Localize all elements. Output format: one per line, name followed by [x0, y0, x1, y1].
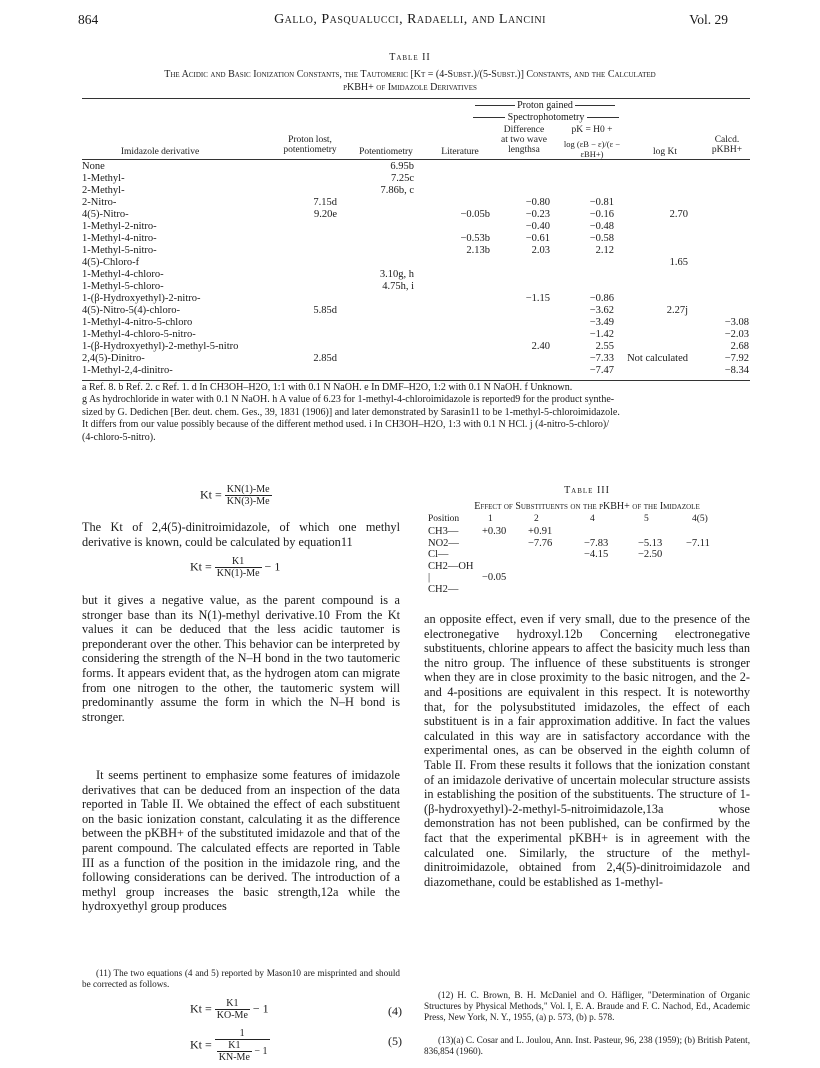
col-calcd: Calcd. pKBH+ — [711, 135, 743, 155]
table-cell-logkt: 1.65 — [669, 257, 688, 268]
table3-head-cell: 5 — [644, 514, 649, 524]
table3-cell-v5: −2.50 — [638, 549, 663, 560]
left-footnote-11: (11) The two equations (4 and 5) reported by Mason10 are misprinted and should be corrected as follows. — [82, 968, 400, 990]
left-paragraph-1: The Kt of 2,4(5)-dinitroimidazole, of which one methyl derivative is known, could be calculated by equation11 — [82, 520, 400, 549]
table-cell-name: 1-Methyl-4-chloro- — [82, 269, 164, 280]
table-cell-diff: −1.15 — [525, 293, 550, 304]
table-cell-lit: −0.53b — [460, 233, 490, 244]
footnote-line: g As hydrochloride in water with 0.1 N NaOH. h A value of 6.23 for 1-methyl-4-chloroimidazole is reported9 for the product synthe- — [82, 394, 615, 406]
span-spectro: Spectrophotometry — [448, 113, 644, 123]
table-row — [0, 305, 820, 317]
table-cell-name: 1-Methyl-5-chloro- — [82, 281, 164, 292]
table-row — [0, 233, 820, 245]
table-cell-diff: 2.03 — [531, 245, 550, 256]
table3-cell-v5: −5.13 — [638, 537, 663, 549]
table-cell-name: None — [82, 161, 105, 172]
table3-cell-sub: | — [428, 572, 431, 583]
table2-bottom-rule — [82, 380, 750, 381]
table-cell-pot: 6.95b — [390, 161, 414, 172]
right-footnote-13: (13)(a) C. Cosar and L. Joulou, Ann. Inst. Pasteur, 96, 238 (1959); (b) British Patent, 836,854 (1960). — [424, 1035, 750, 1057]
footnote-line: (4-chloro-5-nitro). — [82, 431, 156, 443]
footnote-line: It differs from our value possibly because of the different method used. i In CH3OH–H2O, 1:3 with 0.1 N HCl. j (4-nitro-5-chloro)/ — [82, 419, 610, 431]
table-row — [0, 209, 820, 221]
table-cell-name: 4(5)-Chloro-f — [82, 257, 140, 268]
right-paragraph: an opposite effect, even if very small, due to the presence of the electronegative hydroxyl.12b Concerning electronegative substituents, chlorine appears to affect the basicity much less than the nitro group. The influence of these substituents is stronger when they are in close proximity to the basic nitrogen, and the 2- and 4-positions are equivalent in this respect. It is noteworthy that, for the polysubstituted imidazoles, the effect of each substituent is in a fair approximation additive. In fact the values calculated in this way are in satisfactory accordance with the experimental ones, as can be observed in the eighth column of Table II. From these results it follows that the ionization constant of an imidazole derivative of uncertain molecular structure assists in establishing the position of the substituents. The structure of 1-(β-hydroxyethyl)-2-methyl-5-nitroimidazole,13a whose demonstration has not been published, can be confirmed by the fact that the experimental pKBH+ is in agreement with the calculated one. Similarly, the structure of the methyl-dinitroimidazole, obtained from 2,4(5)-dinitroimidazole and diazomethane, could be established as 1-methyl- — [424, 612, 750, 889]
table-cell-pk: −3.62 — [589, 305, 614, 316]
table3-cell-sub: Cl— — [428, 549, 449, 560]
footnote-line: sized by G. Dedichen [Ber. deut. chem. Ges., 39, 1831 (1906)] and later demonstrated by Sarasin11 to be 1-methyl-5-chloroimidazole. — [82, 406, 620, 418]
table-cell-pk: −0.58 — [589, 233, 614, 244]
table3-head-cell: 1 — [488, 514, 493, 524]
table-cell-calcd: −8.34 — [724, 365, 749, 376]
table-row — [0, 353, 820, 365]
table-row — [0, 173, 820, 185]
col-literature: Literature — [441, 147, 479, 157]
table-cell-logkt: 2.70 — [669, 209, 688, 220]
table3-cell-v2: −7.76 — [528, 537, 553, 549]
table-cell-name: 1-Methyl-2,4-dinitro- — [82, 365, 173, 376]
table-cell-calcd: −3.08 — [724, 317, 749, 328]
table-cell-pk: 2.12 — [595, 245, 614, 256]
table3-cell-v2: +0.91 — [528, 526, 553, 537]
table2-footnotes — [82, 382, 750, 444]
table2-caption — [60, 68, 760, 94]
table3-cell-v4: −7.83 — [584, 537, 609, 549]
table-cell-name: 1-(β-Hydroxyethyl)-2-nitro- — [82, 293, 201, 304]
table-cell-pk: −0.81 — [589, 197, 614, 208]
table2-title: Table II — [389, 52, 431, 63]
table3-cell-v4: −4.15 — [584, 549, 609, 560]
table-cell-name: 1-(β-Hydroxyethyl)-2-methyl-5-nitro — [82, 341, 239, 352]
running-head: Gallo, Pasqualucci, Radaelli, and Lancini — [274, 12, 546, 27]
table-cell-pk: −3.49 — [589, 317, 614, 328]
table-cell-lit: −0.05b — [460, 209, 490, 220]
table-row — [0, 317, 820, 329]
col-potentiometry: Potentiometry — [359, 147, 413, 157]
left-paragraph-3: It seems pertinent to emphasize some features of imidazole derivatives that can be deduced from an inspection of the data reported in Table II. We obtained the effect of each substituent on the basic ionization constant, calculating it as the difference between the pKBH+ of the substituted imidazole and that of the parent compound. The calculated effects are reported in Table III as a function of the position in the imidazole ring, and the following considerations can be derived. The introduction of a methyl group increases the basic strength,12a while the hydroxyethyl group produces — [82, 768, 400, 914]
table-cell-name: 2-Nitro- — [82, 197, 117, 208]
table-cell-pk: −7.33 — [589, 353, 614, 364]
table3-head-cell: Position — [428, 514, 460, 524]
table-row — [0, 161, 820, 173]
col-proton-lost: Proton lost, potentiometry — [283, 135, 337, 155]
table2-top-rule — [82, 98, 750, 99]
table3-cell-v45: −7.11 — [686, 537, 710, 549]
table3-caption: Effect of Substituents on the pKBH+ of the Imidazole — [474, 501, 700, 512]
table-cell-diff: 2.40 — [531, 341, 550, 352]
table-row — [0, 221, 820, 233]
table-cell-name: 1-Methyl-5-nitro- — [82, 245, 157, 256]
table-cell-pk: −0.48 — [589, 221, 614, 232]
table-row — [0, 245, 820, 257]
table-cell-lit: 2.13b — [466, 245, 490, 256]
table-cell-name: 1-Methyl-4-nitro-5-chloro — [82, 317, 193, 328]
table-cell-diff: −0.61 — [525, 233, 550, 244]
table-cell-lost: 9.20e — [313, 209, 337, 220]
table-cell-name: 1-Methyl-2-nitro- — [82, 221, 157, 232]
table-cell-diff: −0.80 — [525, 197, 550, 208]
table-cell-name: 4(5)-Nitro- — [82, 209, 129, 220]
left-paragraph-2: but it gives a negative value, as the parent compound is a stronger base than its N(1)-methyl derivative.10 From the Kt values it can be deduced that the less acidic tautomer is preponderant over the other. This behavior can be interpreted by considering the strength of the N–H bond in the two tautomeric forms. It appears evident that, as the hydrogen atom can migrate from one nitrogen to the other, the tautomeric system will predominantly assume the form in which the N–H bond is stronger. — [82, 593, 400, 724]
table-cell-lost: 2.85d — [313, 353, 337, 364]
table2-caption-line1: The Acidic and Basic Ionization Constants, the Tautomeric [Kt = (4-Subst.)/(5-Subst.)] Constants, and the Calculated — [164, 69, 656, 80]
table-cell-pk: −1.42 — [589, 329, 614, 340]
table-cell-pot: 7.86b, c — [380, 185, 414, 196]
table-cell-name: 2-Methyl- — [82, 185, 125, 196]
table3-cell-v1: −0.05 — [482, 572, 507, 583]
table-cell-pk: −0.16 — [589, 209, 614, 220]
table-cell-name: 4(5)-Nitro-5(4)-chloro- — [82, 305, 180, 316]
volume-label: Vol. 29 — [689, 12, 728, 27]
table-row — [0, 257, 820, 269]
table-row — [0, 269, 820, 281]
table3-head-cell: 4(5) — [692, 514, 708, 524]
table-cell-pot: 7.25c — [390, 173, 414, 184]
table3-head-cell: 4 — [590, 514, 595, 524]
table-cell-pk: −0.86 — [589, 293, 614, 304]
table-cell-name: 1-Methyl- — [82, 173, 125, 184]
table-row — [0, 341, 820, 353]
table-cell-pot: 3.10g, h — [379, 269, 414, 280]
table-cell-calcd: −2.03 — [724, 329, 749, 340]
table-cell-logkt: Not calculated — [627, 353, 688, 364]
table3-cell-sub: CH2— — [428, 583, 459, 595]
table2-caption-line2: pKBH+ of Imidazole Derivatives — [343, 82, 477, 93]
table-row — [0, 365, 820, 377]
table-cell-name: 2,4(5)-Dinitro- — [82, 353, 145, 364]
footnote-line: a Ref. 8. b Ref. 2. c Ref. 1. d In CH3OH–H2O, 1:1 with 0.1 N NaOH. e In DMF–H2O, 1:2 with 0.1 N NaOH. f Unknown. — [82, 382, 573, 393]
table-cell-pot: 4.75h, i — [382, 281, 414, 292]
table-cell-name: 1-Methyl-4-nitro- — [82, 233, 157, 244]
table3-cell-sub: NO2— — [428, 537, 459, 549]
table3-cell-v1: +0.30 — [482, 526, 507, 537]
table-cell-pk: 2.55 — [595, 341, 614, 352]
table-cell-lost: 5.85d — [313, 305, 337, 316]
table-cell-lost: 7.15d — [313, 197, 337, 208]
table-cell-name: 1-Methyl-4-chloro-5-nitro- — [82, 329, 196, 340]
table-cell-calcd: −7.92 — [724, 353, 749, 364]
table3-head-cell: 2 — [534, 514, 539, 524]
equation-5: Kt = 1 $\frac{K1}{KN-Me}$ − 1 (5) — [190, 1028, 402, 1063]
table3-title: Table III — [564, 485, 610, 496]
table2-head-rule — [82, 159, 750, 160]
table-cell-calcd: 2.68 — [730, 341, 749, 352]
table-row — [0, 281, 820, 293]
equation-4: Kt = $\frac{K1}{KO-Me}$ − 1 (4) — [190, 998, 402, 1021]
page-number: 864 — [78, 12, 99, 27]
table-row — [0, 293, 820, 305]
table3-cell-sub: CH3— — [428, 526, 459, 537]
table-cell-diff: −0.23 — [525, 209, 550, 220]
table-cell-pk: −7.47 — [589, 365, 614, 376]
table-cell-logkt: 2.27j — [666, 305, 688, 316]
equation-2: Kt = $\frac{K1}{KN(1)-Me}$ − 1 — [190, 556, 281, 579]
right-footnote-12: (12) H. C. Brown, B. H. McDaniel and O. Häfliger, "Determination of Organic Structures by Physical Methods," Vol. I, E. A. Braude and F. C. Nachod, Ed., Academic Press, New York, N. Y., 1955, (a) p. 573, (b) p. 578. — [424, 990, 750, 1023]
table-cell-diff: −0.40 — [525, 221, 550, 232]
span-proton-gained: Proton gained — [440, 101, 650, 111]
table-row — [0, 185, 820, 197]
col-pk: pK = H0 + log (εB − ε)/(ε − εBH+) — [563, 125, 621, 159]
table3-cell-sub: CH2—OH — [428, 560, 474, 572]
col-derivative: Imidazole derivative — [120, 147, 200, 157]
col-difference: Difference at two wave lengthsa — [501, 125, 547, 155]
equation-kt: Kt = $\frac{KN(1)-Me}{KN(3)-Me}$ — [200, 484, 270, 507]
table-row — [0, 329, 820, 341]
col-logkt: log Kt — [652, 147, 677, 157]
table-row — [0, 197, 820, 209]
